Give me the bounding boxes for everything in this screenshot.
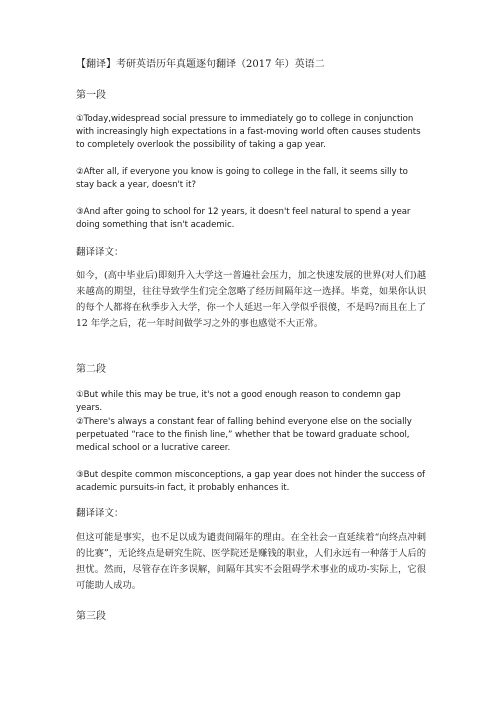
section-1-sentence-1: ①Today,widespread social pressure to immediately go to college in conjunction with increasingly high expectations in a fast-moving world often causes students to completely overlook the possibility of taking a gap year. xyxy=(76,114,421,150)
section-heading-2: 第二段 xyxy=(76,364,106,375)
section-2-translation-label: 翻译译文： xyxy=(76,508,124,519)
section-1-translation: 如今，(高中毕业后)即刻升入大学这一普遍社会压力，加之快速发展的世界(对人们)越来越高的期望，往往导致学生们完全忽略了经历间隔年这一选择。毕竟，如果你认识的每个人都将在秋季步入大学，你一个人延迟一年入学似乎很傻，不是吗?而且在上了 12 年学之后，花一年时间做学习之外的事也感觉不大正常。 xyxy=(76,270,426,329)
section-2-translation: 但这可能是事实，也不足以成为谴责间隔年的理由。在全社会一直延续着“向终点冲刺的比赛”，无论终点是研究生院、医学院还是赚钱的职业，人们永远有一种落于人后的担忧。然而，尽管存在许多误解，间隔年其实不会阻碍学术事业的成功-实际上，它很可能助人成功。 xyxy=(76,532,426,591)
section-1-sentence-2: ②After all, if everyone you know is going to college in the fall, it seems silly to stay back a year, doesn't it? xyxy=(76,167,408,190)
section-2-sentence-1: ①But while this may be true, it's not a good enough reason to condemn gap years. xyxy=(76,390,401,413)
section-heading-1: 第一段 xyxy=(76,90,106,101)
section-1-translation-label: 翻译译文： xyxy=(76,247,124,258)
document-title: 【翻译】考研英语历年真题逐句翻译（2017 年）英语二 xyxy=(76,59,325,70)
section-2-sentence-2: ②There's always a constant fear of falling behind everyone else on the socially perpetuated “race to the finish line,” whether that be toward graduate school, medical school or a lucrative career. xyxy=(76,417,412,453)
section-heading-3: 第三段 xyxy=(76,611,106,622)
section-1-sentence-3: ③And after going to school for 12 years, it doesn't feel natural to spend a year doing something that isn't academic. xyxy=(76,207,411,230)
section-2-sentence-3: ③But despite common misconceptions, a gap year does not hinder the success of academic pursuits-in fact, it probably enhances it. xyxy=(76,470,426,493)
